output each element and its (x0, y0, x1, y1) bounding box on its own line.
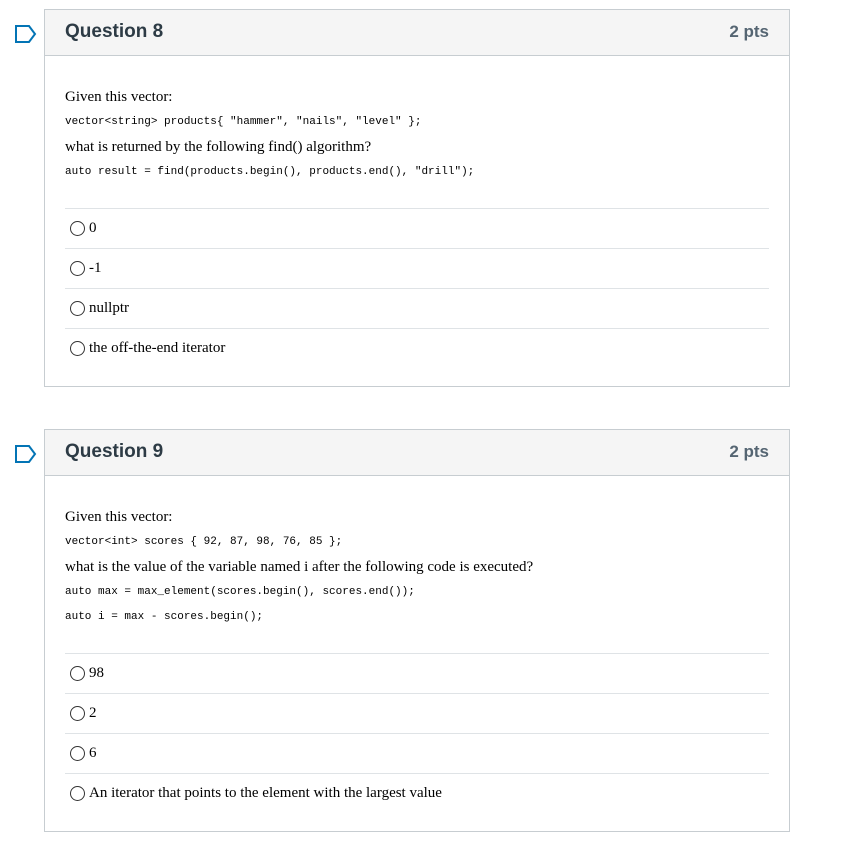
question-intro: Given this vector: (65, 509, 173, 525)
question-points: 2 pts (729, 22, 769, 41)
question-header (45, 430, 789, 476)
answer-label[interactable]: 98 (89, 665, 104, 681)
radio-button[interactable] (70, 221, 85, 236)
radio-button[interactable] (70, 261, 85, 276)
radio-button[interactable] (70, 746, 85, 761)
answer-label[interactable]: An iterator that points to the element with the largest value (89, 785, 442, 801)
radio-button[interactable] (70, 301, 85, 316)
question-prompt: what is returned by the following find() algorithm? (65, 139, 372, 155)
answer-label[interactable]: 6 (89, 745, 97, 761)
answer-list (65, 208, 769, 368)
answer-label[interactable]: 0 (89, 220, 97, 236)
code-line: auto max = max_element(scores.begin(), scores.end()); (65, 586, 415, 598)
answer-option[interactable] (65, 773, 769, 813)
radio-button[interactable] (70, 786, 85, 801)
code-line: vector<string> products{ "hammer", "nails", "level" }; (65, 116, 422, 128)
answer-option[interactable] (65, 693, 769, 733)
question-title: Question 9 (65, 441, 164, 462)
code-line: vector<int> scores { 92, 87, 98, 76, 85 }; (65, 536, 343, 548)
answer-label[interactable]: the off-the-end iterator (89, 340, 226, 356)
radio-button[interactable] (70, 341, 85, 356)
answer-option[interactable] (65, 328, 769, 368)
radio-button[interactable] (70, 666, 85, 681)
answer-option[interactable] (65, 248, 769, 288)
question-card-9 (44, 429, 790, 832)
answer-label[interactable]: nullptr (89, 300, 129, 316)
answer-label[interactable]: 2 (89, 705, 97, 721)
answer-list (65, 653, 769, 813)
bookmark-flag-icon[interactable] (15, 445, 37, 463)
question-card-8 (44, 9, 790, 387)
bookmark-flag-icon[interactable] (15, 25, 37, 43)
code-line: auto i = max - scores.begin(); (65, 611, 264, 623)
answer-option[interactable] (65, 288, 769, 328)
question-intro: Given this vector: (65, 89, 173, 105)
answer-option[interactable] (65, 208, 769, 248)
question-prompt: what is the value of the variable named i after the following code is executed? (65, 559, 534, 575)
code-line: auto result = find(products.begin(), products.end(), "drill"); (65, 166, 475, 178)
question-points: 2 pts (729, 442, 769, 461)
answer-label[interactable]: -1 (89, 260, 102, 276)
radio-button[interactable] (70, 706, 85, 721)
answer-option[interactable] (65, 653, 769, 693)
question-header (45, 10, 789, 56)
question-title: Question 8 (65, 21, 164, 42)
answer-option[interactable] (65, 733, 769, 773)
